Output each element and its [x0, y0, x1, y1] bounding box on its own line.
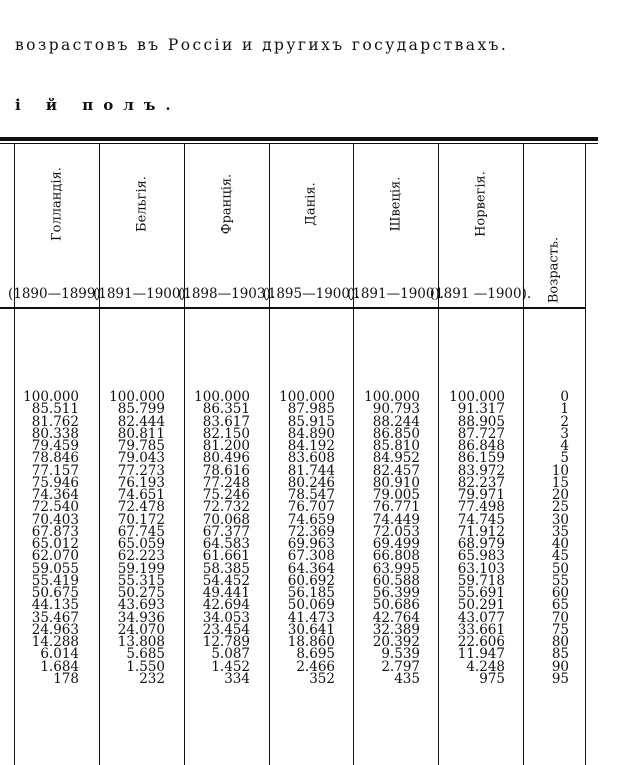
- table-cell: 72.478: [117, 499, 165, 516]
- table-cell: 22.606: [457, 634, 505, 650]
- table-cell: 63.995: [372, 560, 420, 577]
- table-cell: 80.496: [202, 450, 250, 467]
- table-cell: 232: [139, 670, 165, 687]
- table-cell: 24.963: [31, 621, 79, 638]
- table-cell: 23.454: [202, 621, 250, 638]
- age-cell: 40: [551, 536, 569, 552]
- data-column-netherlands: [14, 391, 79, 685]
- table-cell: 74.449: [372, 511, 420, 528]
- age-header: Возрасть.: [546, 236, 562, 304]
- table-cell: 65.012: [31, 536, 79, 552]
- table-cell: 88.244: [372, 413, 420, 430]
- table-cell: 50.675: [31, 585, 79, 601]
- table-cell: 76.193: [117, 474, 165, 491]
- table-cell: 178: [53, 670, 79, 687]
- table-cell: 100.000: [279, 389, 335, 405]
- table-cell: 8.695: [296, 646, 335, 663]
- table-cell: 81.762: [31, 413, 79, 430]
- column-divider: [585, 144, 586, 765]
- table-cell: 83.972: [457, 462, 505, 479]
- table-cell: 58.385: [202, 560, 250, 577]
- country-name: Бельгія.: [134, 176, 149, 232]
- table-cell: 69.499: [372, 536, 420, 552]
- column-header-belgium: [92, 144, 191, 307]
- table-cell: 55.315: [117, 572, 165, 589]
- table-cell: 2.797: [381, 658, 420, 675]
- table-cell: 334: [224, 670, 250, 687]
- age-cell: 70: [551, 609, 569, 626]
- table-cell: 65.059: [117, 536, 165, 552]
- table-cell: 352: [309, 670, 335, 687]
- table-cell: 78.616: [202, 462, 250, 479]
- table-cell: 70.068: [202, 511, 250, 528]
- table-cell: 72.053: [372, 523, 420, 540]
- table-cell: 44.135: [31, 597, 79, 614]
- table-cell: 42.694: [202, 597, 250, 614]
- table-cell: 85.799: [117, 401, 165, 418]
- table-cell: 83.608: [287, 450, 335, 467]
- years-range: (1895—1900).: [262, 286, 360, 302]
- table-cell: 1.452: [211, 658, 250, 675]
- age-cell: 3: [560, 425, 569, 442]
- table-cell: 6.014: [40, 646, 79, 663]
- table-cell: 82.444: [117, 413, 165, 430]
- table-top-rule-thick: [0, 137, 598, 141]
- table-cell: 85.511: [31, 401, 79, 418]
- table-cell: 77.498: [457, 499, 505, 516]
- table-cell: 63.103: [457, 560, 505, 577]
- years-range: (1898—1903).: [177, 286, 276, 302]
- table-cell: 80.910: [372, 474, 420, 491]
- table-cell: 50.686: [372, 597, 420, 614]
- table-cell: 2.466: [296, 658, 335, 675]
- column-header-netherlands: [7, 144, 106, 307]
- table-cell: 87.985: [287, 401, 335, 418]
- table-cell: 81.744: [287, 462, 335, 479]
- age-cell: 45: [551, 548, 569, 565]
- table-cell: 76.771: [372, 499, 420, 516]
- table-cell: 87.727: [457, 425, 505, 442]
- table-cell: 20.392: [372, 634, 420, 650]
- table-cell: 24.070: [117, 621, 165, 638]
- table-cell: 81.200: [202, 438, 250, 454]
- table-cell: 68.979: [457, 536, 505, 552]
- table-cell: 49.441: [202, 585, 250, 601]
- table-cell: 74.659: [287, 511, 335, 528]
- age-cell: 10: [551, 462, 569, 479]
- table-cell: 34.053: [202, 609, 250, 626]
- table-cell: 35.467: [31, 609, 79, 626]
- table-cell: 100.000: [194, 389, 250, 405]
- data-column-age: [523, 391, 569, 685]
- table-cell: 60.588: [372, 572, 420, 589]
- table-cell: 83.617: [202, 413, 250, 430]
- age-cell: 2: [560, 413, 569, 430]
- age-cell: 25: [551, 499, 569, 516]
- data-column-denmark: [269, 391, 335, 685]
- column-header-france: [177, 144, 276, 307]
- table-cell: 91.317: [457, 401, 505, 418]
- table-cell: 67.308: [287, 548, 335, 565]
- table-cell: 75.246: [202, 487, 250, 503]
- table-cell: 67.873: [31, 523, 79, 540]
- years-range: (1891—1900).: [92, 286, 191, 302]
- table-cell: 86.848: [457, 438, 505, 454]
- age-cell: 75: [551, 621, 569, 638]
- table-cell: 62.070: [31, 548, 79, 565]
- data-column-sweden: [353, 391, 420, 685]
- table-cell: 79.785: [117, 438, 165, 454]
- table-cell: 90.793: [372, 401, 420, 418]
- table-cell: 56.399: [372, 585, 420, 601]
- table-cell: 56.185: [287, 585, 335, 601]
- table-cell: 70.403: [31, 511, 79, 528]
- table-cell: 55.419: [31, 572, 79, 589]
- years-range: (1891 —1900).: [429, 286, 532, 302]
- section-subtitle: і й полъ.: [15, 96, 181, 114]
- table-cell: 64.364: [287, 560, 335, 577]
- table-cell: 72.540: [31, 499, 79, 516]
- table-cell: 86.159: [457, 450, 505, 467]
- table-cell: 80.246: [287, 474, 335, 491]
- age-cell: 85: [551, 646, 569, 663]
- table-cell: 12.789: [202, 634, 250, 650]
- table-cell: 34.936: [117, 609, 165, 626]
- years-range: (1891—1900).: [346, 286, 445, 302]
- table-cell: 975: [479, 670, 505, 687]
- table-cell: 67.377: [202, 523, 250, 540]
- country-name: Швеція.: [388, 176, 403, 232]
- table-cell: 32.389: [372, 621, 420, 638]
- table-cell: 66.808: [372, 548, 420, 565]
- table-cell: 1.684: [40, 658, 79, 675]
- table-cell: 43.077: [457, 609, 505, 626]
- table-cell: 59.055: [31, 560, 79, 577]
- age-cell: 1: [560, 401, 569, 418]
- data-column-france: [184, 391, 250, 685]
- table-cell: 5.087: [211, 646, 250, 663]
- table-cell: 74.651: [117, 487, 165, 503]
- table-cell: 78.846: [31, 450, 79, 467]
- table-cell: 1.550: [126, 658, 165, 675]
- table-cell: 78.547: [287, 487, 335, 503]
- table-cell: 61.661: [202, 548, 250, 565]
- table-cell: 33.661: [457, 621, 505, 638]
- table-cell: 50.069: [287, 597, 335, 614]
- table-cell: 82.150: [202, 425, 250, 442]
- table-cell: 79.043: [117, 450, 165, 467]
- table-cell: 85.810: [372, 438, 420, 454]
- age-cell: 65: [551, 597, 569, 614]
- table-cell: 84.952: [372, 450, 420, 467]
- age-cell: 90: [551, 658, 569, 675]
- table-cell: 80.338: [31, 425, 79, 442]
- age-cell: 95: [551, 670, 569, 687]
- age-cell: 30: [551, 511, 569, 528]
- table-cell: 80.811: [117, 425, 165, 442]
- table-cell: 4.248: [466, 658, 505, 675]
- table-cell: 50.275: [117, 585, 165, 601]
- data-column-norway: [438, 391, 505, 685]
- table-cell: 55.691: [457, 585, 505, 601]
- data-column-belgium: [99, 391, 165, 685]
- table-cell: 59.199: [117, 560, 165, 577]
- table-cell: 79.971: [457, 487, 505, 503]
- age-cell: 4: [560, 438, 569, 454]
- column-header-norway: [429, 144, 532, 307]
- table-cell: 74.745: [457, 511, 505, 528]
- table-cell: 79.005: [372, 487, 420, 503]
- table-cell: 82.237: [457, 474, 505, 491]
- table-header-rule: [0, 307, 586, 309]
- table-cell: 75.946: [31, 474, 79, 491]
- age-cell: 60: [551, 585, 569, 601]
- table-cell: 62.223: [117, 548, 165, 565]
- table-cell: 65.983: [457, 548, 505, 565]
- table-cell: 77.157: [31, 462, 79, 479]
- table-cell: 77.273: [117, 462, 165, 479]
- age-cell: 15: [551, 474, 569, 491]
- table-cell: 435: [394, 670, 420, 687]
- age-cell: 35: [551, 523, 569, 540]
- table-cell: 88.905: [457, 413, 505, 430]
- column-header-age: [523, 144, 585, 307]
- column-header-sweden: [346, 144, 445, 307]
- table-cell: 59.718: [457, 572, 505, 589]
- age-cell: 20: [551, 487, 569, 503]
- age-cell: 55: [551, 572, 569, 589]
- table-cell: 100.000: [364, 389, 420, 405]
- table-cell: 71.912: [457, 523, 505, 540]
- table-cell: 77.248: [202, 474, 250, 491]
- table-cell: 79.459: [31, 438, 79, 454]
- table-cell: 64.583: [202, 536, 250, 552]
- table-cell: 5.685: [126, 646, 165, 663]
- table-cell: 43.693: [117, 597, 165, 614]
- table-cell: 84.192: [287, 438, 335, 454]
- table-cell: 72.369: [287, 523, 335, 540]
- country-name: Франція.: [219, 173, 234, 235]
- table-cell: 67.745: [117, 523, 165, 540]
- table-cell: 76.707: [287, 499, 335, 516]
- table-cell: 54.452: [202, 572, 250, 589]
- country-name: Норвегія.: [473, 171, 488, 237]
- table-cell: 60.692: [287, 572, 335, 589]
- table-cell: 69.963: [287, 536, 335, 552]
- age-cell: 50: [551, 560, 569, 577]
- table-cell: 9.539: [381, 646, 420, 663]
- table-cell: 11.947: [457, 646, 505, 663]
- column-header-denmark: [262, 144, 360, 307]
- country-name: Голландія.: [49, 167, 64, 241]
- country-name: Данія.: [303, 182, 319, 226]
- page-title: возрастовъ въ Россіи и другихъ государствахъ.: [15, 36, 509, 54]
- table-cell: 50.291: [457, 597, 505, 614]
- table-cell: 14.288: [31, 634, 79, 650]
- age-cell: 5: [560, 450, 569, 467]
- age-cell: 0: [560, 389, 569, 405]
- table-cell: 86.850: [372, 425, 420, 442]
- age-cell: 80: [551, 634, 569, 650]
- table-cell: 85.915: [287, 413, 335, 430]
- table-cell: 100.000: [109, 389, 165, 405]
- table-cell: 86.351: [202, 401, 250, 418]
- table-cell: 70.172: [117, 511, 165, 528]
- years-range: (1890—1899).: [7, 286, 106, 302]
- table-cell: 30.641: [287, 621, 335, 638]
- table-cell: 100.000: [23, 389, 79, 405]
- table-cell: 18.860: [287, 634, 335, 650]
- table-cell: 41.473: [287, 609, 335, 626]
- table-cell: 42.764: [372, 609, 420, 626]
- table-cell: 74.364: [31, 487, 79, 503]
- table-cell: 100.000: [449, 389, 505, 405]
- table-cell: 82.457: [372, 462, 420, 479]
- table-cell: 84.890: [287, 425, 335, 442]
- table-cell: 13.808: [117, 634, 165, 650]
- table-cell: 72.732: [202, 499, 250, 516]
